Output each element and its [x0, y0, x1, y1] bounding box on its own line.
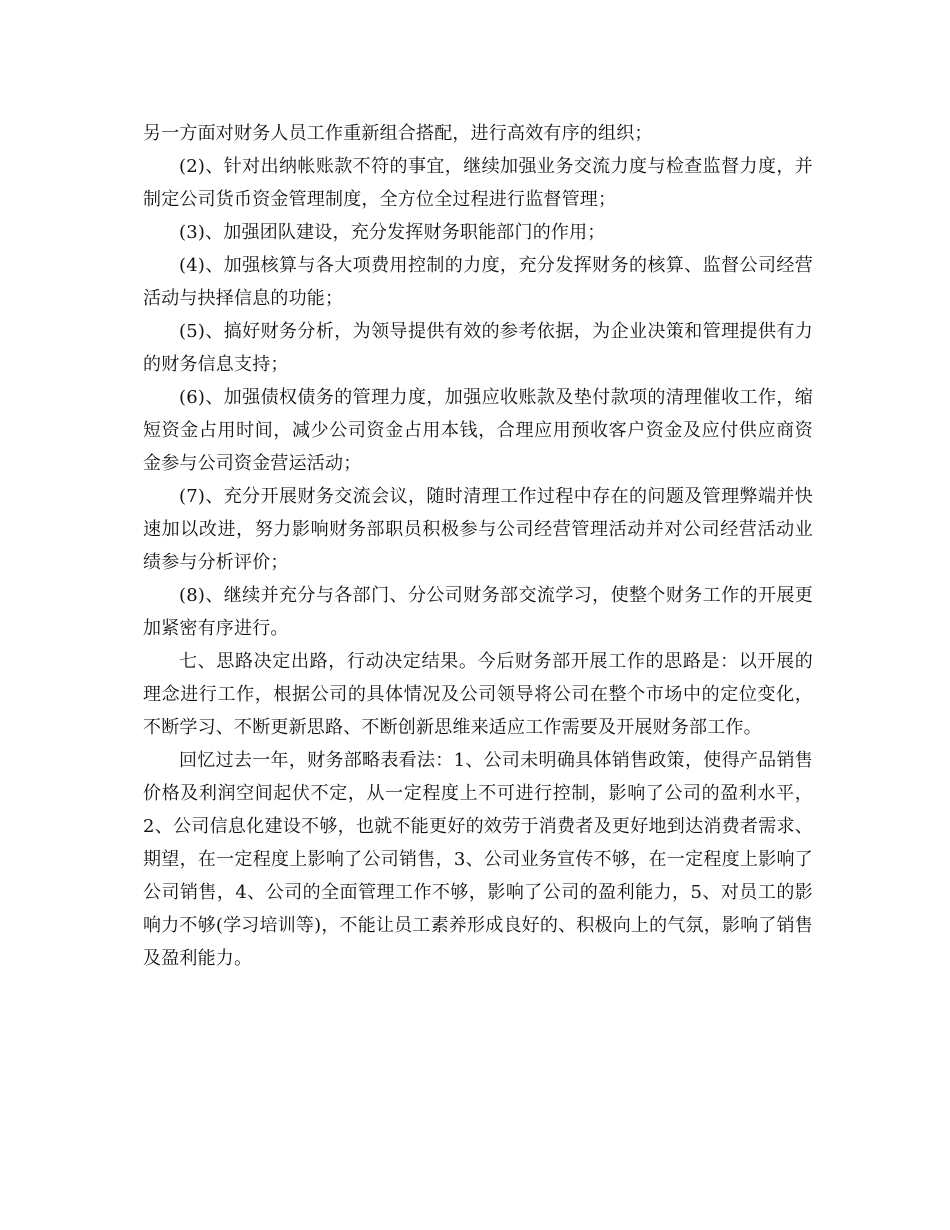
paragraph-item-2: (2)、针对出纳帐账款不符的事宜，继续加强业务交流力度与检查监督力度，并制定公司货币资金管理制度，全方位全过程进行监督管理； [143, 156, 813, 210]
paragraph-item-5: (5)、搞好财务分析，为领导提供有效的参考依据，为企业决策和管理提供有力的财务信息支持； [143, 321, 813, 375]
paragraph-item-6: (6)、加强债权债务的管理力度，加强应收账款及垫付款项的清理催收工作，缩短资金占用时间，减少公司资金占用本钱，合理应用预收客户资金及应付供应商资金参与公司资金营运活动； [143, 387, 813, 474]
document-body [143, 117, 813, 975]
paragraph-item-8: (8)、继续并充分与各部门、分公司财务部交流学习，使整个财务工作的开展更加紧密有序进行。 [143, 585, 813, 639]
paragraph-item-7: (7)、充分开展财务交流会议，随时清理工作过程中存在的问题及管理弊端并快速加以改进，努力影响财务部职员积极参与公司经营管理活动并对公司经营活动业绩参与分析评价； [143, 486, 813, 573]
paragraph-section-seven: 七、思路决定出路，行动决定结果。今后财务部开展工作的思路是：以开展的理念进行工作，根据公司的具体情况及公司领导将公司在整个市场中的定位变化，不断学习、不断更新思路、不断创新思维来适应工作需要及开展财务部工作。 [143, 651, 813, 738]
paragraph-item-3: (3)、加强团队建设，充分发挥财务职能部门的作用； [179, 222, 606, 243]
paragraph-item-4: (4)、加强核算与各大项费用控制的力度，充分发挥财务的核算、监督公司经营活动与抉择信息的功能； [143, 255, 813, 309]
paragraph-review: 回忆过去一年，财务部略表看法：1、公司未明确具体销售政策，使得产品销售价格及利润空间起伏不定，从一定程度上不可进行控制，影响了公司的盈利水平，2、公司信息化建设不够，也就不能更好的效劳于消费者及更好地到达消费者需求、期望，在一定程度上影响了公司销售，3、公司业务宣传不够，在一定程度上影响了公司销售，4、公司的全面管理工作不够，影响了公司的盈利能力，5、对员工的影响力不够(学习培训等)，不能让员工素养形成良好的、积极向上的气氛，影响了销售及盈利能力。 [143, 750, 813, 969]
paragraph-continuation: 另一方面对财务人员工作重新组合搭配，进行高效有序的组织； [143, 123, 653, 144]
